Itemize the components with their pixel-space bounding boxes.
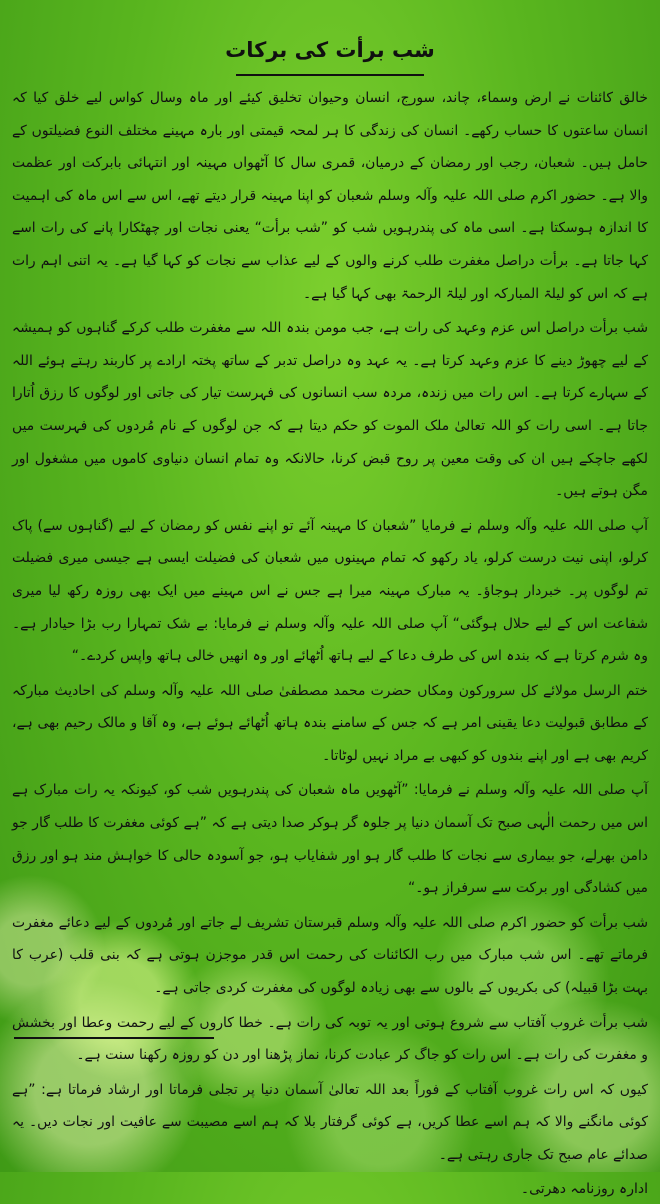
paragraph-2: شب برأت دراصل اس عزم وعہد کی رات ہے، جب مومن بندہ اللہ سے مغفرت طلب کرکے گناہوں کو ہمیشہ کے لیے چھوڑ دینے کا عزم وعہد کرتا ہے۔ یہ عہد وہ دراصل تدبر کے ساتھ پختہ ارادے پر کاربند رہتے ہوئے اللہ کے سہارے کرتا ہے۔ اس رات میں زندہ، مردہ سب انسانوں کی فہرست تیار کی جاتی اور لوگوں کا رزق اُتارا جاتا ہے۔ اسی رات کو اللہ تعالیٰ ملک الموت کو حکم دیتا ہے کہ جن لوگوں کے نام مُردوں کی فہرست میں لکھے جاچکے ہیں ان کی وقت معین پر روح قبض کرنا، حالانکہ وہ تمام انسان دنیاوی کاموں میں مشغول اور مگن ہوتے ہیں۔ [12,320,648,500]
author-signature: ادارہ روزنامہ دھرتی۔ [520,1180,648,1197]
paragraph-5: آپ صلی اللہ علیہ وآلہ وسلم نے فرمایا: ”آٹھویں ماہ شعبان کی پندرہویں شب کو، کیونکہ یہ رات مبارک ہے اس میں رحمت الٰہی صبح تک آسمان دنیا پر جلوہ گر ہوکر صدا دیتی ہے کہ ”ہے کوئی مغفرت کا طلب گار جو دامن بھرلے، جو بیماری سے نجات کا طلب گار ہو اور شفایاب ہو، جو آسودہ حالی کا خواہش مند ہو اور رزق میں کشادگی اور برکت سے سرفراز ہو۔“ [12,782,648,897]
paragraph-4: ختم الرسل مولائے کل سرورکون ومکاں حضرت محمد مصطفیٰ صلی اللہ علیہ وآلہ وسلم کی احادیث مبارکہ کے مطابق قبولیت دعا یقینی امر ہے کہ جس کے سامنے بندہ ہاتھ اُٹھائے ہوئے ہے، وہ آقا و مالک رحیم بھی ہے، کریم بھی ہے اور اپنے بندوں کو کبھی بے مراد نہیں لوٹاتا۔ [12,682,648,764]
signature-underline [14,1037,214,1039]
paragraph-1: خالق کائنات نے ارض وسماء، چاند، سورج، انسان وحیوان تخلیق کیئے اور ماہ وسال کواس لیے خلق کیا کہ انسان ساعتوں کا حساب رکھے۔ انسان کی زندگی کا ہر لمحہ قیمتی اور بارہ مہینے مختلف النوع فضیلتوں کے حامل ہیں۔ شعبان، رجب اور رمضان کے درمیان، قمری سال کا آٹھواں مہینہ اور انتہائی بابرکت اور عظمت والا ہے۔ حضور اکرم صلی اللہ علیہ وآلہ وسلم شعبان کو اپنا مہینہ قرار دیتے تھے، اس سے اس ماہ کی اہمیت کا اندازہ ہوسکتا ہے۔ اسی ماہ کی پندرہویں شب کو ”شب برأت“ یعنی نجات اور چھٹکارا پانے کی رات اسے کہا جاتا ہے۔ برأت دراصل مغفرت طلب کرنے والوں کے لیے عذاب سے نجات کو کہا گیا ہے۔ یہ اتنی اہم رات ہے کہ اس کو لیلۃ المبارکہ اور لیلۃ الرحمۃ بھی کہا گیا ہے۔ [12,90,648,302]
title-underline [236,74,424,76]
paragraph-7: شب برأت غروب آفتاب سے شروع ہوتی اور یہ توبہ کی رات ہے۔ خطا کاروں کے لیے رحمت وعطا اور بخشش و مغفرت کی رات ہے۔ اس رات کو جاگ کر عبادت کرنا، نماز پڑھنا اور دن کو روزہ رکھنا سنت ہے۔ [12,1014,648,1064]
article-title: شب برأت کی برکات [225,38,435,62]
paragraph-3: آپ صلی اللہ علیہ وآلہ وسلم نے فرمایا ”شعبان کا مہینہ آئے تو اپنے نفس کو رمضان کے لیے (گناہوں سے) پاک کرلو، اپنی نیت درست کرلو، یاد رکھو کہ تمام مہینوں میں شعبان کی فضیلت ایسی ہے جیسی میری فضیلت تم لوگوں پر۔ خبردار ہوجاؤ۔ یہ مبارک مہینہ میرا ہے جس نے اس مہینے میں ایک بھی روزہ رکھ لیا میری شفاعت اس کے لیے حلال ہوگئی“ آپ صلی اللہ علیہ وآلہ وسلم نے فرمایا: بے شک تمہارا رب بڑا حیادار ہے۔ وہ شرم کرتا ہے کہ بندہ اس کی طرف دعا کے لیے ہاتھ اُٹھائے اور وہ انھیں خالی ہاتھ واپس کردے۔“ [12,517,648,665]
paragraph-6: شب برأت کو حضور اکرم صلی اللہ علیہ وآلہ وسلم قبرستان تشریف لے جاتے اور مُردوں کے لیے دعائے مغفرت فرماتے تھے۔ اس شب مبارک میں رب الکائنات کی رحمت اس قدر موجزن ہوتی ہے کہ بنی قلب (عرب کا بہت بڑا قبیلہ) کی بکریوں کے بالوں سے بھی زیادہ لوگوں کی مغفرت کردی جاتی ہے۔ [12,914,648,997]
paragraph-8: کیوں کہ اس رات غروب آفتاب کے فوراً بعد اللہ تعالیٰ آسمان دنیا پر تجلی فرماتا اور ارشاد فرماتا ہے: ”ہے کوئی مانگنے والا کہ ہم اسے عطا کریں، ہے کوئی گرفتار بلا کہ ہم اسے مصیبت سے عافیت اور نجات دیں۔ یہ صدائے عام صبح تک جاری رہتی ہے۔ [12,1081,648,1163]
